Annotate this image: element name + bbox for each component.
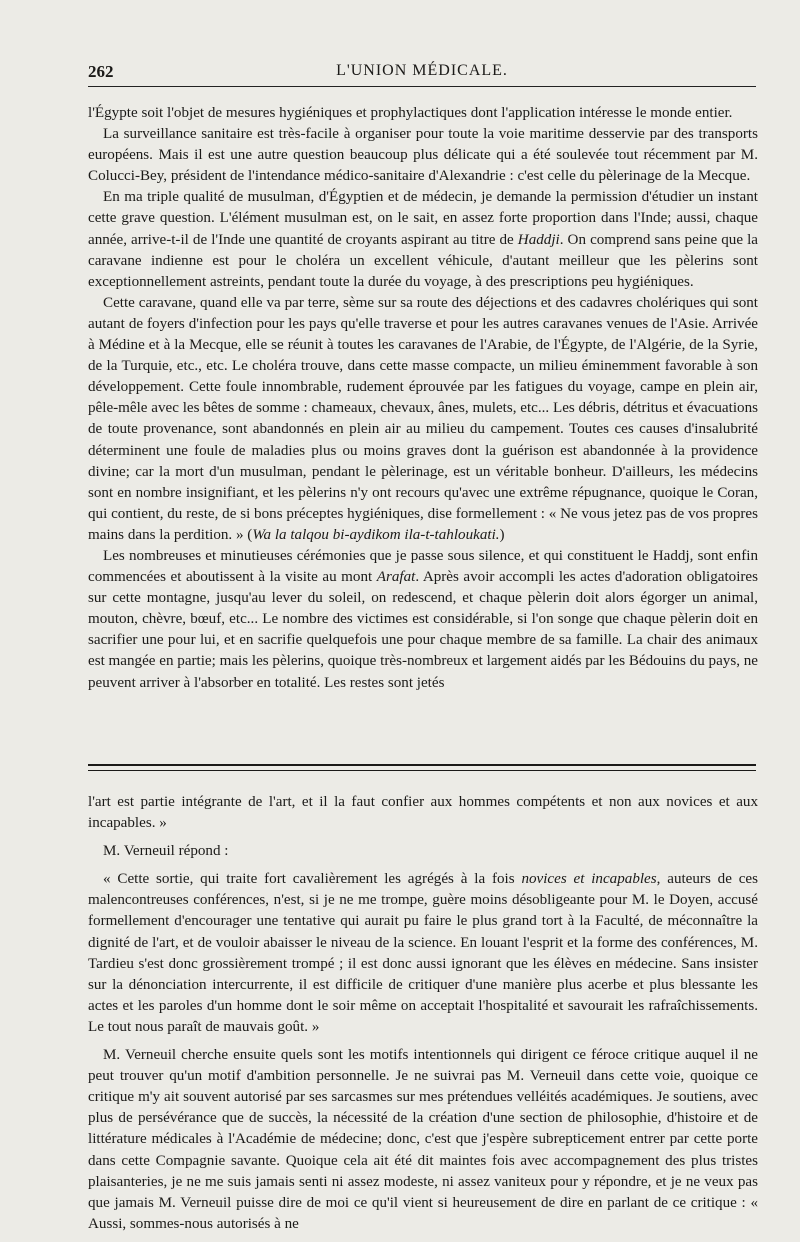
italic-term: Wa la talqou bi-aydikom ila-t-tahloukati. (252, 526, 500, 543)
paragraph: La surveillance sanitaire est très-facile à organiser pour toute la voie maritime desservie par des transports européens. Mais il est une autre question beaucoup plus délicate qui a été soulevée tout récemment par M. Colucci-Bey, président de l'intendance médico-sanitaire d'Alexandrie : c'est celle du pèlerinage de la Mecque. (88, 126, 758, 185)
paragraph (88, 546, 758, 694)
text-run: « Cette sortie, qui traite fort cavalièrement les agrégés à la fois (103, 871, 522, 888)
italic-term: Arafat (376, 569, 416, 586)
italic-term: novices et incapables (521, 871, 657, 888)
page-header (88, 62, 756, 84)
running-title: L'UNION MÉDICALE. (336, 62, 508, 79)
text-run: En ma triple qualité de musulman, d'Égyptien et de médecin, je demande la permission d'étudier un instant cette grave question. L'élément musulman est, on le sait, en assez forte proportion dans l'Inde; aussi, chaque année, arrive-t-il de l'Inde une quantité de croyants aspirant au titre de (88, 189, 758, 248)
text-run: Les nombreuses et minutieuses cérémonies que je passe sous silence, et qui constituent le Haddj, sont enfin commencées et aboutissent à la visite au mont (88, 547, 758, 586)
section-divider (88, 764, 756, 771)
text-run: . On comprend sans peine que la caravane indienne est pour le choléra un excellent véhicule, d'autant meilleur que les pèlerins sont exceptionnellement astreints, pendant toute la durée du voyage, à des prescriptions peu hygiéniques. (88, 231, 758, 290)
italic-term: Haddji (517, 231, 560, 248)
article-top (88, 103, 758, 694)
paragraph: M. Verneuil répond : (103, 843, 229, 860)
paragraph (88, 187, 758, 292)
paragraph: l'art est partie intégrante de l'art, et il la faut confier aux hommes compétents et non aux novices et aux incapables. » (88, 794, 758, 832)
article-bottom (88, 792, 758, 1235)
page-number: 262 (88, 62, 114, 81)
header-rule (88, 86, 756, 87)
text-run: . Après avoir accompli les actes d'adoration obligatoires sur cette montagne, jusqu'au lever du soleil, on redescend, et chaque pèlerin doit alors égorger un animal, mouton, chèvre, bœuf, etc... Le nombre des victimes est considérable, si l'on songe que chaque pèlerin doit en sacrifier une pour lui, et en sacrifie quelquefois une pour chaque membre de sa famille. La chair des animaux est mangée en partie; mais les pèlerins, quoique très-nombreux et largement aidés par les Bédouins du pays, ne peuvent arriver à l'absorber en totalité. Les restes sont jetés (88, 569, 758, 691)
text-run: , auteurs de ces malencontreuses conférences, n'est, si je ne me trompe, guère moins désobligeante pour M. le Doyen, accusé formellement d'encourager une tentative qui aurait pu faire le plus grand tort à la Faculté, de méconnaître la dignité de l'art, et de vouloir abaisser le niveau de la science. En louant l'esprit et la forme des conférences, M. Tardieu s'est donc grossièrement trompé ; il est donc aussi ignorant que les élèves en médecine. Sans insister sur la dénonciation intercurrente, il est difficile de critiquer d'une manière plus acerbe et plus blessante les actes et les paroles d'un homme dont le soir même on acceptait l'hospitalité et savourait les rafraîchissements. Le tout nous paraît de mauvais goût. » (88, 871, 758, 1035)
paragraph (88, 869, 758, 1038)
paragraph: l'Égypte soit l'objet de mesures hygiéniques et prophylactiques dont l'application intéresse le monde entier. (88, 105, 733, 121)
paragraph (88, 293, 758, 546)
text-run: Cette caravane, quand elle va par terre, sème sur sa route des déjections et des cadavres cholériques qui sont autant de foyers d'infection pour les pays qu'elle traverse et pour les autres caravanes venues de l'Asie. Arrivée à Médine et à la Mecque, elle se réunit à toutes les caravanes de l'Arabie, de l'Égypte, de l'Algérie, de la Syrie, de la Turquie, etc., etc. Le choléra trouve, dans cette masse compacte, un milieu éminemment favorable à son développement. Cette foule innombrable, rudement éprouvée par les fatigues du voyage, campe en plein air, pêle-mêle avec les bêtes de somme : chameaux, chevaux, ânes, mulets, etc... Les débris, détritus et évacuations de toute provenance, sont abandonnés en plein air au milieu du campement. Toutes ces causes d'insalubrité déterminent une foule de maladies plus ou moins graves dont la guérison est abandonnée à la providence divine; car la mort d'un musulman, pendant le pèlerinage, est un véritable bonheur. D'ailleurs, les médecins sont en nombre insignifiant, et les pèlerins n'y ont recours qu'avec une extrême répugnance, quoique le Coran, qui contient, du reste, de si bons préceptes hygiéniques, dise formellement : « Ne vous jetez pas de vos propres mains dans la perdition. » ( (88, 294, 758, 543)
text-run: ) (499, 526, 505, 543)
paragraph: M. Verneuil cherche ensuite quels sont les motifs intentionnels qui dirigent ce féroce critique auquel il ne peut trouver qu'un motif d'ambition personnelle. Je ne suivrai pas M. Verneuil dans cette voie, quoique ce critique m'y ait souvent autorisé par ses sarcasmes sur mes prétendues velléités académiques. Je soutiens, avec plus de persévérance que de succès, la nécessité de la création d'une section de philosophie, d'histoire et de littérature médicales à l'Académie de médecine; donc, c'est que j'espère subrepticement entrer par cette porte dans cette Compagnie savante. Quoique cela ait été dit maintes fois avec accompagnement des plus tristes plaisanteries, je ne me suis jamais senti ni assez modeste, ni assez vaniteux pour y répondre, et je ne veux pas que jamais M. Verneuil puisse dire de moi ce qu'il vient si heureusement de dire en parlant de ce critique : « Aussi, sommes-nous autorisés à ne (88, 1047, 758, 1232)
